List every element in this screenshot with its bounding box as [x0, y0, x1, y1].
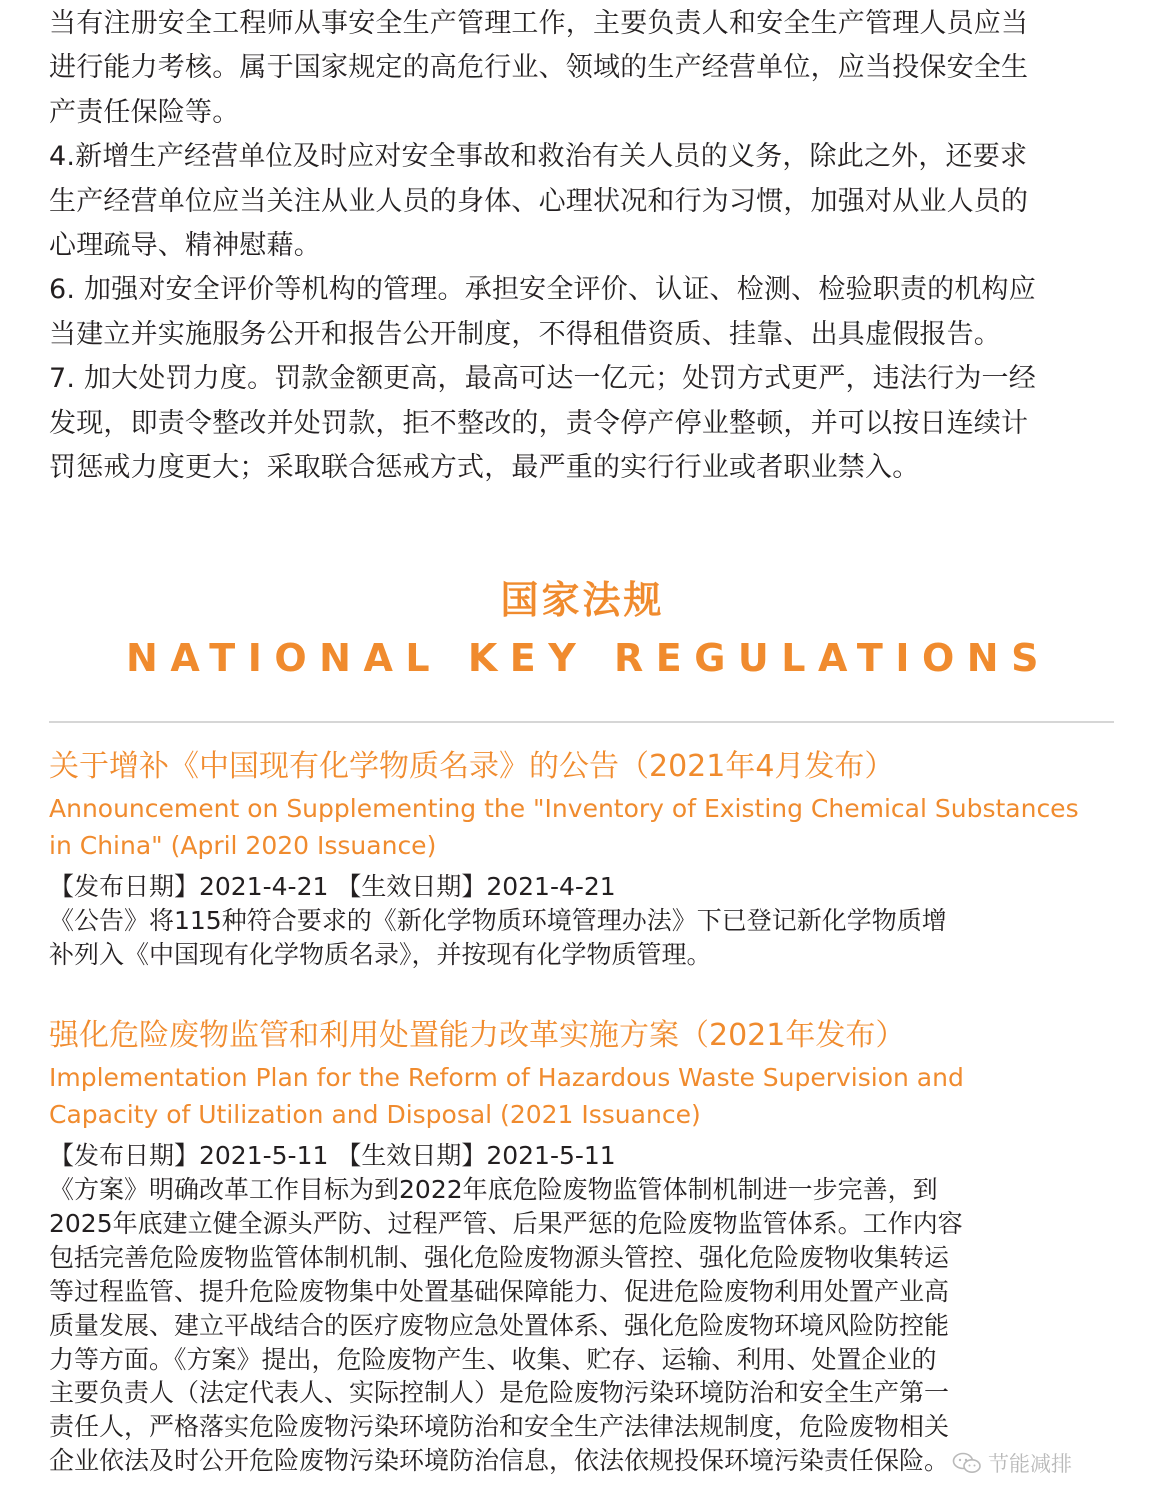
intro-line: 进行能力考核。属于国家规定的高危行业、领域的生产经营单位，应当投保安全生	[49, 52, 1029, 84]
intro-line: 当建立并实施服务公开和报告公开制度，不得租借资质、挂靠、出具虚假报告。	[49, 318, 1001, 350]
regulation-title-en: Announcement on Supplementing the "Inventory of Existing Chemical Substances	[49, 794, 1079, 823]
intro-line: 4.新增生产经营单位及时应对安全事故和救治有关人员的义务，除此之外，还要求	[49, 141, 1028, 173]
description-line: 《公告》将115种符合要求的《新化学物质环境管理办法》下已登记新化学物质增	[49, 906, 947, 935]
intro-line: 罚惩戒力度更大；采取联合惩戒方式，最严重的实行行业或者职业禁入。	[49, 452, 920, 484]
wechat-icon	[952, 1452, 982, 1474]
description-line: 包括完善危险废物监管体制机制、强化危险废物源头管控、强化危险废物收集转运	[49, 1242, 950, 1272]
regulation-title-en: in China" (April 2020 Issuance)	[49, 831, 437, 860]
regulation-item-chemical-inventory	[49, 744, 1124, 972]
description-line: 质量发展、建立平战结合的医疗废物应急处置体系、强化危险废物环境风险防控能	[49, 1310, 950, 1340]
intro-line: 7. 加大处罚力度。罚款金额更高，最高可达一亿元；处罚方式更严，违法行为一经	[49, 363, 1036, 395]
description-line: 《方案》明确改革工作目标为到2022年底危险废物监管体制机制进一步完善，到	[49, 1175, 938, 1204]
intro-line: 6. 加强对安全评价等机构的管理。承担安全评价、认证、检测、检验职责的机构应	[49, 274, 1036, 306]
section-title-cn: 国家法规	[500, 578, 665, 622]
description-line: 企业依法及时公开危险废物污染环境防治信息，依法依规投保环境污染责任保险。	[49, 1446, 950, 1476]
regulation-title-en: Implementation Plan for the Reform of Hazardous Waste Supervision and	[49, 1063, 964, 1092]
description-line: 责任人，严格落实危险废物污染环境防治和安全生产法律法规制度，危险废物相关	[49, 1412, 950, 1442]
regulation-title-cn: 强化危险废物监管和利用处置能力改革实施方案（2021年发布）	[49, 1018, 906, 1053]
description-line: 等过程监管、提升危险废物集中处置基础保障能力、促进危险废物利用处置产业高	[49, 1276, 950, 1306]
regulation-dates: 【发布日期】2021-4-21 【生效日期】2021-4-21	[49, 872, 616, 901]
watermark	[952, 1446, 1072, 1480]
section-title-en: NATIONAL KEY REGULATIONS	[126, 636, 1051, 680]
description-line: 力等方面。《方案》提出，危险废物产生、收集、贮存、运输、利用、处置企业的	[49, 1344, 937, 1374]
description-line: 补列入《中国现有化学物质名录》，并按现有化学物质管理。	[49, 939, 712, 969]
intro-line: 产责任保险等。	[49, 96, 240, 128]
watermark-text: 节能减排	[988, 1452, 1072, 1476]
regulation-dates: 【发布日期】2021-5-11 【生效日期】2021-5-11	[49, 1141, 616, 1170]
regulation-title-en: Capacity of Utilization and Disposal (2021 Issuance)	[49, 1100, 701, 1129]
regulation-description	[49, 1173, 1124, 1478]
intro-line: 发现，即责令整改并处罚款，拒不整改的，责令停产停业整顿，并可以按日连续计	[49, 407, 1029, 439]
section-header	[0, 574, 1165, 684]
section-divider	[49, 721, 1114, 723]
intro-line: 当有注册安全工程师从事安全生产管理工作，主要负责人和安全生产管理人员应当	[49, 8, 1029, 39]
description-line: 2025年底建立健全源头严防、过程严管、后果严惩的危险废物监管体系。工作内容	[49, 1208, 963, 1238]
regulation-description	[49, 904, 1124, 972]
intro-text-block	[49, 2, 1119, 490]
description-line: 主要负责人（法定代表人、实际控制人）是危险废物污染环境防治和安全生产第一	[49, 1378, 950, 1408]
intro-line: 心理疏导、精神慰藉。	[49, 230, 321, 262]
regulation-item-hazardous-waste	[49, 1013, 1124, 1478]
intro-line: 生产经营单位应当关注从业人员的身体、心理状况和行为习惯，加强对从业人员的	[49, 185, 1029, 217]
regulation-title-cn: 关于增补《中国现有化学物质名录》的公告（2021年4月发布）	[49, 749, 895, 784]
